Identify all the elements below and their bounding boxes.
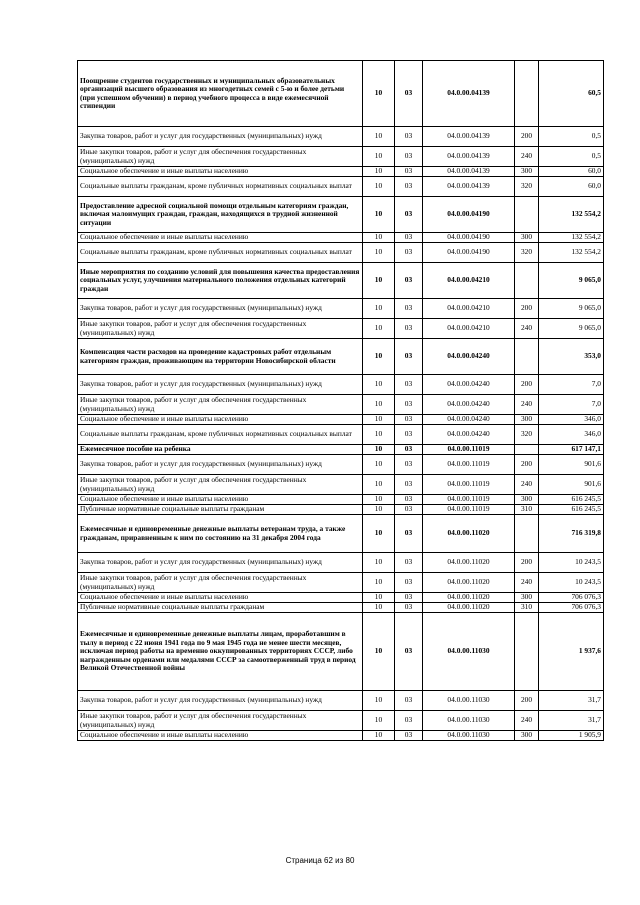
target-article-cell: 04.0.00.11019 <box>423 475 515 495</box>
target-article-cell: 04.0.00.04139 <box>423 127 515 147</box>
amount-cell: 1 937,6 <box>539 613 604 691</box>
target-article-cell: 04.0.00.11030 <box>423 731 515 741</box>
subsection-code-cell: 03 <box>395 147 423 167</box>
row-name-cell: Социальное обеспечение и иные выплаты населению <box>78 415 363 425</box>
expense-type-cell: 300 <box>515 167 539 177</box>
target-article-cell: 04.0.00.11019 <box>423 505 515 515</box>
subsection-code-cell: 03 <box>395 263 423 299</box>
subsection-code-cell: 03 <box>395 455 423 475</box>
section-code-cell: 10 <box>363 319 395 339</box>
amount-cell: 706 076,3 <box>539 603 604 613</box>
table-row <box>78 243 604 263</box>
subsection-code-cell: 03 <box>395 319 423 339</box>
expense-type-cell: 310 <box>515 505 539 515</box>
subsection-code-cell: 03 <box>395 573 423 593</box>
amount-cell: 901,6 <box>539 475 604 495</box>
table-row <box>78 233 604 243</box>
subsection-code-cell: 03 <box>395 167 423 177</box>
row-name-cell: Поощрение студентов государственных и муниципальных образовательных организаций высшего образования из многодетных семей с 5-ю и более детьми (при успешном обучении) в период учебного процесса в виде ежемесячной стипендии <box>78 61 363 127</box>
table-row <box>78 319 604 339</box>
table-row-program <box>78 613 604 691</box>
amount-cell: 31,7 <box>539 711 604 731</box>
amount-cell: 616 245,5 <box>539 505 604 515</box>
amount-cell: 9 065,0 <box>539 319 604 339</box>
row-name-cell: Социальное обеспечение и иные выплаты населению <box>78 167 363 177</box>
row-name-cell: Компенсация части расходов на проведение кадастровых работ отдельным категориям граждан, проживающим на территории Новосибирской области <box>78 339 363 375</box>
row-name-cell: Публичные нормативные социальные выплаты гражданам <box>78 505 363 515</box>
amount-cell: 132 554,2 <box>539 243 604 263</box>
row-name-cell: Закупка товаров, работ и услуг для государственных (муниципальных) нужд <box>78 299 363 319</box>
expense-type-cell: 240 <box>515 147 539 167</box>
expense-type-cell: 200 <box>515 299 539 319</box>
target-article-cell: 04.0.00.04139 <box>423 61 515 127</box>
amount-cell: 0,5 <box>539 147 604 167</box>
amount-cell: 346,0 <box>539 415 604 425</box>
row-name-cell: Социальные выплаты гражданам, кроме публичных нормативных социальных выплат <box>78 425 363 445</box>
table-row-program <box>78 263 604 299</box>
row-name-cell: Закупка товаров, работ и услуг для государственных (муниципальных) нужд <box>78 127 363 147</box>
table-row <box>78 127 604 147</box>
target-article-cell: 04.0.00.11030 <box>423 691 515 711</box>
expense-type-cell: 300 <box>515 731 539 741</box>
amount-cell: 60,0 <box>539 177 604 197</box>
expense-type-cell: 240 <box>515 475 539 495</box>
row-name-cell: Ежемесячное пособие на ребенка <box>78 445 363 455</box>
amount-cell: 10 243,5 <box>539 573 604 593</box>
section-code-cell: 10 <box>363 233 395 243</box>
row-name-cell: Иные закупки товаров, работ и услуг для обеспечения государственных (муниципальных) нужд <box>78 147 363 167</box>
section-code-cell: 10 <box>363 455 395 475</box>
amount-cell: 60,5 <box>539 61 604 127</box>
section-code-cell: 10 <box>363 613 395 691</box>
amount-cell: 1 905,9 <box>539 731 604 741</box>
target-article-cell: 04.0.00.04139 <box>423 167 515 177</box>
expense-type-cell: 240 <box>515 573 539 593</box>
section-code-cell: 10 <box>363 167 395 177</box>
expense-type-cell: 200 <box>515 553 539 573</box>
row-name-cell: Закупка товаров, работ и услуг для государственных (муниципальных) нужд <box>78 691 363 711</box>
row-name-cell: Иные закупки товаров, работ и услуг для обеспечения государственных (муниципальных) нужд <box>78 475 363 495</box>
table-row <box>78 711 604 731</box>
target-article-cell: 04.0.00.04210 <box>423 263 515 299</box>
budget-table <box>77 60 604 741</box>
row-name-cell: Социальное обеспечение и иные выплаты населению <box>78 593 363 603</box>
row-name-cell: Социальные выплаты гражданам, кроме публичных нормативных социальных выплат <box>78 177 363 197</box>
row-name-cell: Социальные выплаты гражданам, кроме публичных нормативных социальных выплат <box>78 243 363 263</box>
subsection-code-cell: 03 <box>395 197 423 233</box>
target-article-cell: 04.0.00.11020 <box>423 553 515 573</box>
table-row <box>78 177 604 197</box>
expense-type-cell: 300 <box>515 233 539 243</box>
target-article-cell: 04.0.00.04190 <box>423 233 515 243</box>
expense-type-cell: 240 <box>515 319 539 339</box>
table-row <box>78 395 604 415</box>
expense-type-cell: 300 <box>515 415 539 425</box>
table-row <box>78 691 604 711</box>
section-code-cell: 10 <box>363 711 395 731</box>
amount-cell: 0,5 <box>539 127 604 147</box>
amount-cell: 901,6 <box>539 455 604 475</box>
expense-type-cell: 200 <box>515 691 539 711</box>
subsection-code-cell: 03 <box>395 475 423 495</box>
section-code-cell: 10 <box>363 515 395 553</box>
target-article-cell: 04.0.00.04139 <box>423 147 515 167</box>
table-row-program <box>78 515 604 553</box>
target-article-cell: 04.0.00.04240 <box>423 339 515 375</box>
section-code-cell: 10 <box>363 691 395 711</box>
row-name-cell: Иные закупки товаров, работ и услуг для обеспечения государственных (муниципальных) нужд <box>78 711 363 731</box>
amount-cell: 9 065,0 <box>539 263 604 299</box>
table-row <box>78 147 604 167</box>
subsection-code-cell: 03 <box>395 61 423 127</box>
amount-cell: 60,0 <box>539 167 604 177</box>
subsection-code-cell: 03 <box>395 339 423 375</box>
target-article-cell: 04.0.00.11020 <box>423 515 515 553</box>
expense-type-cell <box>515 339 539 375</box>
subsection-code-cell: 03 <box>395 711 423 731</box>
expense-type-cell: 200 <box>515 375 539 395</box>
row-name-cell: Иные закупки товаров, работ и услуг для обеспечения государственных (муниципальных) нужд <box>78 395 363 415</box>
table-row <box>78 573 604 593</box>
section-code-cell: 10 <box>363 505 395 515</box>
section-code-cell: 10 <box>363 573 395 593</box>
table-row <box>78 425 604 445</box>
section-code-cell: 10 <box>363 475 395 495</box>
section-code-cell: 10 <box>363 495 395 505</box>
table-body <box>78 61 604 741</box>
section-code-cell: 10 <box>363 243 395 263</box>
section-code-cell: 10 <box>363 593 395 603</box>
subsection-code-cell: 03 <box>395 445 423 455</box>
amount-cell: 9 065,0 <box>539 299 604 319</box>
expense-type-cell <box>515 263 539 299</box>
subsection-code-cell: 03 <box>395 603 423 613</box>
expense-type-cell <box>515 515 539 553</box>
section-code-cell: 10 <box>363 61 395 127</box>
subsection-code-cell: 03 <box>395 515 423 553</box>
row-name-cell: Закупка товаров, работ и услуг для государственных (муниципальных) нужд <box>78 553 363 573</box>
expense-type-cell: 300 <box>515 495 539 505</box>
expense-type-cell: 320 <box>515 177 539 197</box>
table-row <box>78 603 604 613</box>
row-name-cell: Иные мероприятия по созданию условий для повышения качества предоставления социальных услуг, улучшения материального положения отдельных категорий граждан <box>78 263 363 299</box>
target-article-cell: 04.0.00.04240 <box>423 415 515 425</box>
amount-cell: 706 076,3 <box>539 593 604 603</box>
target-article-cell: 04.0.00.04139 <box>423 177 515 197</box>
target-article-cell: 04.0.00.11020 <box>423 603 515 613</box>
target-article-cell: 04.0.00.04240 <box>423 395 515 415</box>
table-row <box>78 299 604 319</box>
amount-cell: 716 319,8 <box>539 515 604 553</box>
target-article-cell: 04.0.00.11019 <box>423 445 515 455</box>
row-name-cell: Социальное обеспечение и иные выплаты населению <box>78 233 363 243</box>
amount-cell: 617 147,1 <box>539 445 604 455</box>
subsection-code-cell: 03 <box>395 425 423 445</box>
subsection-code-cell: 03 <box>395 415 423 425</box>
section-code-cell: 10 <box>363 299 395 319</box>
expense-type-cell: 200 <box>515 455 539 475</box>
amount-cell: 132 554,2 <box>539 197 604 233</box>
table-row <box>78 731 604 741</box>
section-code-cell: 10 <box>363 603 395 613</box>
subsection-code-cell: 03 <box>395 233 423 243</box>
table-row <box>78 455 604 475</box>
section-code-cell: 10 <box>363 147 395 167</box>
table-row <box>78 415 604 425</box>
amount-cell: 346,0 <box>539 425 604 445</box>
target-article-cell: 04.0.00.04190 <box>423 243 515 263</box>
expense-type-cell <box>515 197 539 233</box>
row-name-cell: Закупка товаров, работ и услуг для государственных (муниципальных) нужд <box>78 375 363 395</box>
section-code-cell: 10 <box>363 177 395 197</box>
expense-type-cell <box>515 445 539 455</box>
target-article-cell: 04.0.00.04210 <box>423 319 515 339</box>
subsection-code-cell: 03 <box>395 553 423 573</box>
page-footer: Страница 62 из 80 <box>285 856 355 865</box>
expense-type-cell: 240 <box>515 711 539 731</box>
target-article-cell: 04.0.00.11020 <box>423 573 515 593</box>
section-code-cell: 10 <box>363 395 395 415</box>
section-code-cell: 10 <box>363 127 395 147</box>
table-row-program <box>78 197 604 233</box>
subsection-code-cell: 03 <box>395 691 423 711</box>
subsection-code-cell: 03 <box>395 593 423 603</box>
amount-cell: 31,7 <box>539 691 604 711</box>
subsection-code-cell: 03 <box>395 505 423 515</box>
row-name-cell: Публичные нормативные социальные выплаты гражданам <box>78 603 363 613</box>
expense-type-cell: 310 <box>515 603 539 613</box>
subsection-code-cell: 03 <box>395 395 423 415</box>
table-row <box>78 505 604 515</box>
target-article-cell: 04.0.00.04240 <box>423 425 515 445</box>
table-row-program <box>78 61 604 127</box>
section-code-cell: 10 <box>363 197 395 233</box>
row-name-cell: Ежемесячные и единовременные денежные выплаты лицам, проработавшим в тылу в период с 22 июня 1941 года по 9 мая 1945 года не менее шести месяцев, исключая период работы на временно оккупированных территориях СССР, либо награжденным орденами или медалями СССР за самоотверженный труд в период Великой Отечественной войны <box>78 613 363 691</box>
subsection-code-cell: 03 <box>395 495 423 505</box>
section-code-cell: 10 <box>363 263 395 299</box>
amount-cell: 7,0 <box>539 375 604 395</box>
expense-type-cell <box>515 61 539 127</box>
table-row <box>78 553 604 573</box>
section-code-cell: 10 <box>363 425 395 445</box>
section-code-cell: 10 <box>363 375 395 395</box>
section-code-cell: 10 <box>363 415 395 425</box>
table-row-program <box>78 339 604 375</box>
target-article-cell: 04.0.00.11020 <box>423 593 515 603</box>
amount-cell: 353,0 <box>539 339 604 375</box>
expense-type-cell <box>515 613 539 691</box>
subsection-code-cell: 03 <box>395 375 423 395</box>
table-row <box>78 475 604 495</box>
amount-cell: 7,0 <box>539 395 604 415</box>
row-name-cell: Социальное обеспечение и иные выплаты населению <box>78 495 363 505</box>
target-article-cell: 04.0.00.04190 <box>423 197 515 233</box>
table-row <box>78 167 604 177</box>
expense-type-cell: 320 <box>515 425 539 445</box>
row-name-cell: Ежемесячные и единовременные денежные выплаты ветеранам труда, а также гражданам, приравненным к ним по состоянию на 31 декабря 2004 года <box>78 515 363 553</box>
expense-type-cell: 240 <box>515 395 539 415</box>
subsection-code-cell: 03 <box>395 177 423 197</box>
subsection-code-cell: 03 <box>395 613 423 691</box>
row-name-cell: Предоставление адресной социальной помощи отдельным категориям граждан, включая малоимущих граждан, граждан, находящихся в трудной жизненной ситуации <box>78 197 363 233</box>
row-name-cell: Закупка товаров, работ и услуг для государственных (муниципальных) нужд <box>78 455 363 475</box>
section-code-cell: 10 <box>363 445 395 455</box>
table-row <box>78 375 604 395</box>
section-code-cell: 10 <box>363 553 395 573</box>
target-article-cell: 04.0.00.04210 <box>423 299 515 319</box>
target-article-cell: 04.0.00.04240 <box>423 375 515 395</box>
target-article-cell: 04.0.00.11019 <box>423 455 515 475</box>
subsection-code-cell: 03 <box>395 299 423 319</box>
target-article-cell: 04.0.00.11030 <box>423 613 515 691</box>
subsection-code-cell: 03 <box>395 127 423 147</box>
target-article-cell: 04.0.00.11030 <box>423 711 515 731</box>
row-name-cell: Иные закупки товаров, работ и услуг для обеспечения государственных (муниципальных) нужд <box>78 319 363 339</box>
row-name-cell: Иные закупки товаров, работ и услуг для обеспечения государственных (муниципальных) нужд <box>78 573 363 593</box>
amount-cell: 10 243,5 <box>539 553 604 573</box>
row-name-cell: Социальное обеспечение и иные выплаты населению <box>78 731 363 741</box>
subsection-code-cell: 03 <box>395 731 423 741</box>
table-row <box>78 593 604 603</box>
target-article-cell: 04.0.00.11019 <box>423 495 515 505</box>
subsection-code-cell: 03 <box>395 243 423 263</box>
expense-type-cell: 200 <box>515 127 539 147</box>
section-code-cell: 10 <box>363 339 395 375</box>
section-code-cell: 10 <box>363 731 395 741</box>
table-row <box>78 495 604 505</box>
table-row-program <box>78 445 604 455</box>
expense-type-cell: 300 <box>515 593 539 603</box>
amount-cell: 616 245,5 <box>539 495 604 505</box>
expense-type-cell: 320 <box>515 243 539 263</box>
amount-cell: 132 554,2 <box>539 233 604 243</box>
